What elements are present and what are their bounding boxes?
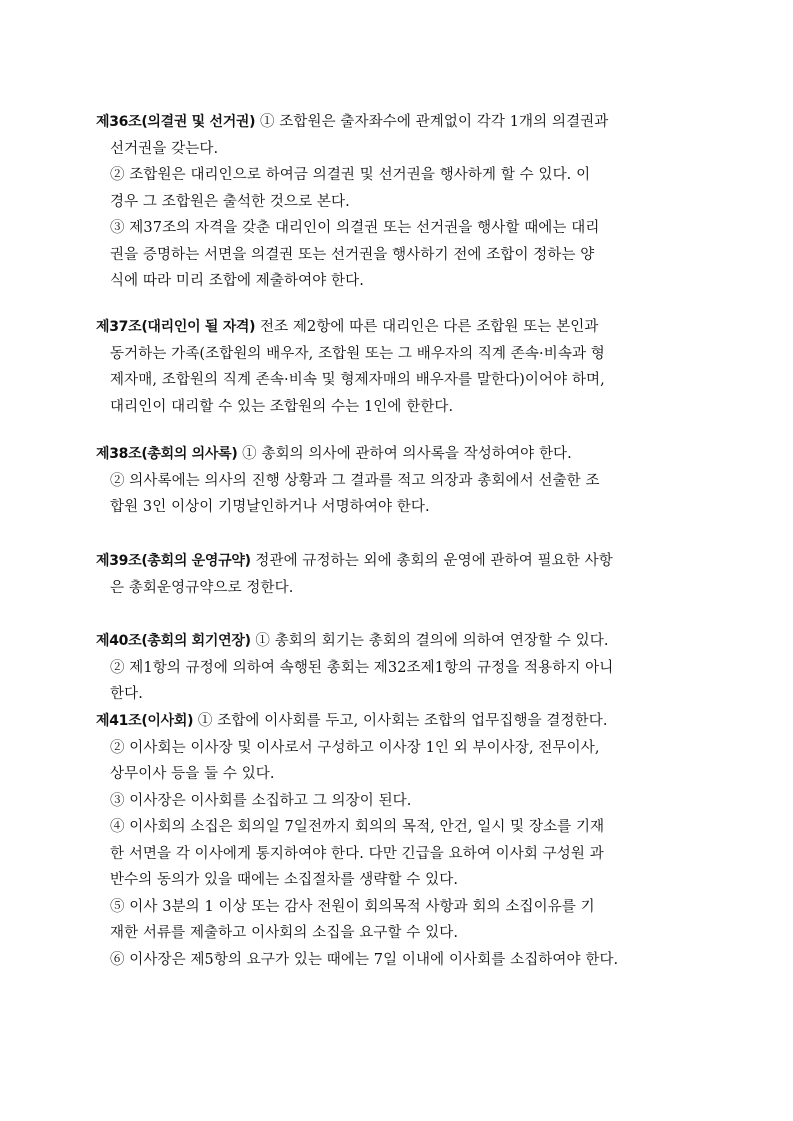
article-first-line — [96, 548, 700, 575]
article-line: 합원 3인 이상이 기명날인하거나 서명하여야 한다. — [110, 499, 430, 515]
article-text: ① 조합원은 출자좌수에 관계없이 각각 1개의 의결권과 — [255, 114, 609, 130]
article-line: 상무이사 등을 둘 수 있다. — [110, 766, 275, 782]
article-text: 전조 제2항에 따른 대리인은 다른 조합원 또는 본인과 — [255, 319, 599, 335]
article-text: ① 총회의 의사에 관하여 의사록을 작성하여야 한다. — [237, 446, 572, 462]
article-first-line — [96, 109, 700, 136]
article-text: 정관에 규정하는 외에 총회의 운영에 관하여 필요한 사항 — [250, 553, 613, 569]
article-line: 재한 서류를 제출하고 이사회의 소집을 요구할 수 있다. — [110, 925, 459, 941]
article-first-line — [96, 314, 700, 341]
article-line: ② 의사록에는 의사의 진행 상황과 그 결과를 적고 의장과 총회에서 선출한 조 — [110, 472, 600, 489]
article-line: ④ 이사회의 소집은 회의일 7일전까지 회의의 목적, 안건, 일시 및 장소를 기재 — [110, 819, 605, 835]
article-line: 식에 따라 미리 조합에 제출하여야 한다. — [110, 273, 364, 289]
article-first-line — [96, 628, 700, 655]
article-line: ② 조합원은 대리인으로 하여금 의결권 및 선거권을 행사하게 할 수 있다. 이 — [110, 167, 591, 183]
article-41 — [96, 708, 700, 973]
article-line: ⑤ 이사 3분의 1 이상 또는 감사 전원이 회의목적 사항과 회의 소집이유를 기 — [110, 898, 595, 915]
article-line: 은 총회운영규약으로 정한다. — [110, 579, 294, 596]
article-first-line — [96, 441, 700, 468]
article-line: ③ 제37조의 자격을 갖춘 대리인이 의결권 또는 선거권을 행사할 때에는 대리 — [110, 220, 600, 236]
article-line: 대리인이 대리할 수 있는 조합원의 수는 1인에 한한다. — [110, 398, 454, 415]
article-line: 경우 그 조합원은 출석한 것으로 본다. — [110, 193, 350, 210]
article-line: ② 이사회는 이사장 및 이사로서 구성하고 이사장 1인 외 부이사장, 전무이사, — [110, 739, 600, 756]
article-37 — [96, 314, 700, 420]
article-line: 반수의 동의가 있을 때에는 소집절차를 생략할 수 있다. — [110, 872, 459, 888]
article-text: ① 조합에 이사회를 두고, 이사회는 조합의 업무집행을 결정한다. — [193, 713, 608, 729]
article-line: ② 제1항의 규정에 의하여 속행된 총회는 제32조제1항의 규정을 적용하지 아니 — [110, 659, 614, 676]
article-heading: 제41조(이사회) — [96, 713, 194, 729]
article-first-line — [96, 708, 700, 735]
article-heading: 제36조(의결권 및 선거권) — [96, 114, 256, 130]
article-line: 한다. — [110, 686, 143, 702]
article-line: 동거하는 가족(조합원의 배우자, 조합원 또는 그 배우자의 직계 존속·비속과 형 — [110, 345, 605, 362]
article-40 — [96, 628, 700, 708]
article-line: ③ 이사장은 이사회를 소집하고 그 의장이 된다. — [110, 792, 412, 809]
article-line: ⑥ 이사장은 제5항의 요구가 있는 때에는 7일 이내에 이사회를 소집하여야 한다. — [110, 951, 619, 968]
article-heading: 제38조(총회의 의사록) — [96, 446, 238, 462]
article-text: ① 총회의 회기는 총회의 결의에 의하여 연장할 수 있다. — [250, 633, 609, 649]
article-line: 한 서면을 각 이사에게 통지하여야 한다. 다만 긴급을 요하여 이사회 구성원 과 — [110, 845, 604, 862]
article-36 — [96, 109, 700, 295]
article-heading: 제39조(총회의 운영규약) — [96, 553, 251, 569]
article-line: 제자매, 조합원의 직계 존속·비속 및 형제자매의 배우자를 말한다)이어야 하며, — [110, 372, 605, 388]
article-line: 선거권을 갖는다. — [110, 140, 219, 157]
article-line: 권을 증명하는 서면을 의결권 또는 선거권을 행사하기 전에 조합이 정하는 양 — [110, 246, 595, 263]
article-heading: 제37조(대리인이 될 자격) — [96, 319, 256, 335]
article-39 — [96, 548, 700, 601]
article-heading: 제40조(총회의 회기연장) — [96, 633, 251, 649]
article-38 — [96, 441, 700, 521]
